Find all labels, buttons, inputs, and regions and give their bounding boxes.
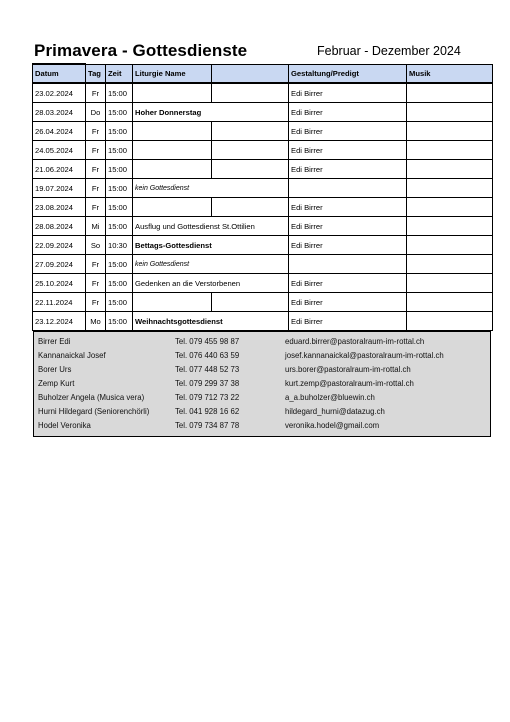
contact-email: josef.kannanaickal@pastoralraum-im-rottal.ch	[285, 351, 444, 360]
contact-row	[34, 377, 490, 391]
cell-leader: Edi Birrer	[289, 83, 407, 103]
cell-leader: Edi Birrer	[289, 160, 407, 179]
contacts-box	[33, 331, 491, 437]
cell-time: 15:00	[106, 274, 133, 293]
header-date: Datum	[33, 64, 86, 83]
cell-music	[407, 293, 493, 312]
cell-music	[407, 274, 493, 293]
cell-date: 23.08.2024	[33, 198, 86, 217]
contact-email: a_a.buholzer@bluewin.ch	[285, 393, 375, 402]
contact-name: Buholzer Angela (Musica vera)	[38, 393, 145, 402]
contact-row	[34, 335, 490, 349]
contact-email: eduard.birrer@pastoralraum-im-rottal.ch	[285, 337, 425, 346]
contact-phone: Tel. 079 299 37 38	[175, 379, 240, 388]
cell-day: Fr	[86, 198, 106, 217]
cell-leader: Edi Birrer	[289, 293, 407, 312]
cell-time: 15:00	[106, 122, 133, 141]
cell-music	[407, 141, 493, 160]
header-leader: Gestaltung/Predigt	[289, 64, 407, 83]
cell-music	[407, 198, 493, 217]
contact-name: Borer Urs	[38, 365, 72, 374]
table-row	[33, 160, 493, 179]
contact-row	[34, 391, 490, 405]
cell-liturgy: Weihnachtsgottesdienst	[133, 312, 289, 331]
cell-time: 15:00	[106, 103, 133, 122]
cell-leader: Edi Birrer	[289, 103, 407, 122]
period-label: Februar - Dezember 2024	[317, 44, 461, 58]
cell-liturgy	[133, 141, 212, 160]
cell-date: 22.11.2024	[33, 293, 86, 312]
cell-liturgy	[133, 83, 212, 103]
cell-liturgy-extra	[212, 122, 289, 141]
cell-time: 15:00	[106, 255, 133, 274]
table-row	[33, 217, 493, 236]
cell-liturgy-extra	[212, 141, 289, 160]
header-time: Zeit	[106, 64, 133, 83]
table-row	[33, 122, 493, 141]
cell-date: 21.06.2024	[33, 160, 86, 179]
cell-time: 15:00	[106, 217, 133, 236]
header-liturgy-extra	[212, 64, 289, 83]
contact-phone: Tel. 077 448 52 73	[175, 365, 240, 374]
cell-date: 28.08.2024	[33, 217, 86, 236]
cell-leader	[289, 179, 407, 198]
cell-day: Mo	[86, 312, 106, 331]
cell-leader: Edi Birrer	[289, 198, 407, 217]
cell-leader: Edi Birrer	[289, 141, 407, 160]
cell-music	[407, 236, 493, 255]
cell-date: 23.12.2024	[33, 312, 86, 331]
cell-music	[407, 122, 493, 141]
cell-liturgy	[133, 122, 212, 141]
cell-leader: Edi Birrer	[289, 217, 407, 236]
contact-row	[34, 405, 490, 419]
cell-liturgy: Ausflug und Gottesdienst St.Ottilien	[133, 217, 289, 236]
table-row	[33, 103, 493, 122]
table-row	[33, 274, 493, 293]
contact-email: kurt.zemp@pastoralraum-im-rottal.ch	[285, 379, 414, 388]
cell-time: 15:00	[106, 312, 133, 331]
contact-phone: Tel. 041 928 16 62	[175, 407, 240, 416]
table-row	[33, 312, 493, 331]
table-row	[33, 198, 493, 217]
cell-date: 22.09.2024	[33, 236, 86, 255]
contact-name: Birrer Edi	[38, 337, 71, 346]
contact-name: Hurni Hildegard (Seniorenchörli)	[38, 407, 150, 416]
cell-day: Fr	[86, 293, 106, 312]
cell-day: Fr	[86, 274, 106, 293]
cell-date: 23.02.2024	[33, 83, 86, 103]
cell-date: 26.04.2024	[33, 122, 86, 141]
cell-liturgy-extra	[212, 83, 289, 103]
table-row	[33, 293, 493, 312]
table-header-row	[33, 64, 493, 83]
schedule-table	[32, 63, 493, 331]
contact-phone: Tel. 076 440 63 59	[175, 351, 240, 360]
cell-liturgy: Hoher Donnerstag	[133, 103, 289, 122]
cell-time: 10:30	[106, 236, 133, 255]
cell-leader	[289, 255, 407, 274]
cell-date: 24.05.2024	[33, 141, 86, 160]
cell-time: 15:00	[106, 198, 133, 217]
table-row	[33, 179, 493, 198]
cell-day: Do	[86, 103, 106, 122]
header-liturgy: Liturgie Name	[133, 64, 212, 83]
cell-leader: Edi Birrer	[289, 274, 407, 293]
contact-email: veronika.hodel@gmail.com	[285, 421, 380, 430]
cell-liturgy: Gedenken an die Verstorbenen	[133, 274, 289, 293]
contact-row	[34, 419, 490, 433]
header-music: Musik	[407, 64, 493, 83]
cell-time: 15:00	[106, 83, 133, 103]
cell-date: 19.07.2024	[33, 179, 86, 198]
cell-time: 15:00	[106, 141, 133, 160]
table-row	[33, 83, 493, 103]
cell-day: Mi	[86, 217, 106, 236]
cell-liturgy: kein Gottesdienst	[133, 255, 289, 274]
cell-music	[407, 83, 493, 103]
contact-name: Hodel Veronika	[38, 421, 91, 430]
cell-liturgy	[133, 198, 212, 217]
contact-phone: Tel. 079 734 87 78	[175, 421, 240, 430]
cell-leader: Edi Birrer	[289, 236, 407, 255]
cell-day: Fr	[86, 122, 106, 141]
cell-music	[407, 160, 493, 179]
contact-phone: Tel. 079 455 98 87	[175, 337, 240, 346]
cell-day: Fr	[86, 160, 106, 179]
cell-liturgy	[133, 160, 212, 179]
cell-liturgy-extra	[212, 198, 289, 217]
cell-liturgy-extra	[212, 160, 289, 179]
cell-liturgy: kein Gottesdienst	[133, 179, 289, 198]
contact-name: Kannanaickal Josef	[38, 351, 106, 360]
contact-name: Zemp Kurt	[38, 379, 75, 388]
cell-leader: Edi Birrer	[289, 312, 407, 331]
cell-day: Fr	[86, 179, 106, 198]
cell-music	[407, 179, 493, 198]
contact-row	[34, 363, 490, 377]
contact-email: hildegard_hurni@datazug.ch	[285, 407, 385, 416]
cell-liturgy	[133, 293, 212, 312]
cell-time: 15:00	[106, 293, 133, 312]
cell-date: 25.10.2024	[33, 274, 86, 293]
cell-date: 27.09.2024	[33, 255, 86, 274]
cell-music	[407, 255, 493, 274]
cell-time: 15:00	[106, 179, 133, 198]
cell-leader: Edi Birrer	[289, 122, 407, 141]
cell-music	[407, 312, 493, 331]
cell-music	[407, 103, 493, 122]
cell-liturgy: Bettags-Gottesdienst	[133, 236, 289, 255]
contact-phone: Tel. 079 712 73 22	[175, 393, 240, 402]
page-title: Primavera - Gottesdienste	[34, 41, 248, 60]
cell-day: Fr	[86, 255, 106, 274]
cell-liturgy-extra	[212, 293, 289, 312]
cell-time: 15:00	[106, 160, 133, 179]
cell-date: 28.03.2024	[33, 103, 86, 122]
table-row	[33, 236, 493, 255]
table-row	[33, 255, 493, 274]
cell-day: So	[86, 236, 106, 255]
cell-music	[407, 217, 493, 236]
table-row	[33, 141, 493, 160]
cell-day: Fr	[86, 83, 106, 103]
contact-email: urs.borer@pastoralraum-im-rottal.ch	[285, 365, 411, 374]
cell-day: Fr	[86, 141, 106, 160]
contact-row	[34, 349, 490, 363]
header-day: Tag	[86, 64, 106, 83]
